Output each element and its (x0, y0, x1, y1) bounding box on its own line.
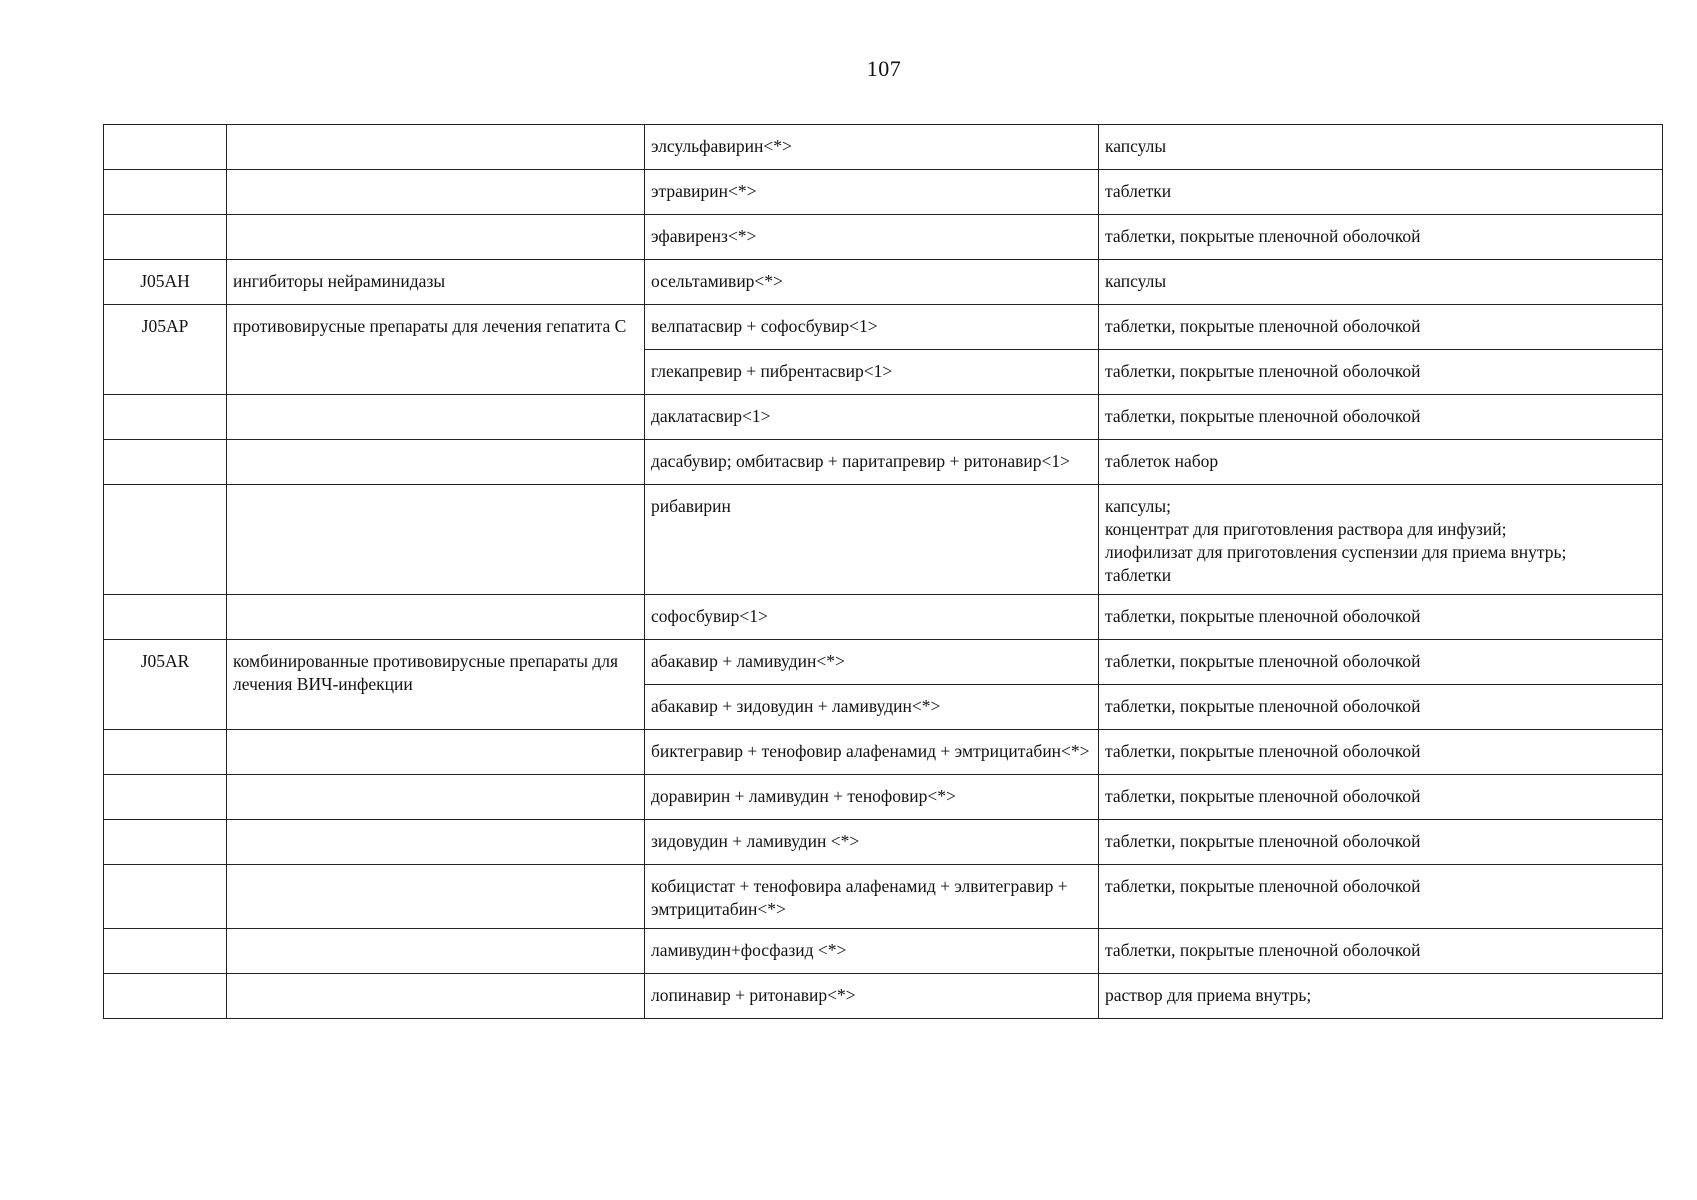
dosage-form-line: концентрат для приготовления раствора для инфузий; (1105, 519, 1507, 539)
drug-group-cell: ингибиторы нейраминидазы (227, 260, 645, 305)
drug-group-cell (227, 974, 645, 1019)
dosage-form-line: таблетки, покрытые пленочной оболочкой (1105, 786, 1421, 806)
atc-code-cell (104, 395, 227, 440)
table-row (104, 485, 1663, 595)
dosage-form-line: таблетки, покрытые пленочной оболочкой (1105, 741, 1421, 761)
atc-code-cell (104, 170, 227, 215)
atc-code-cell (104, 929, 227, 974)
drug-group-cell (227, 395, 645, 440)
dosage-form-cell (1099, 215, 1663, 260)
drug-name-cell: кобицистат + тенофовира алафенамид + элвитегравир + эмтрицитабин<*> (645, 865, 1099, 929)
table-row (104, 775, 1663, 820)
atc-code-cell (104, 125, 227, 170)
dosage-form-line: таблетки, покрытые пленочной оболочкой (1105, 831, 1421, 851)
atc-code-cell (104, 730, 227, 775)
table-row (104, 395, 1663, 440)
drug-group-cell (227, 865, 645, 929)
table-row (104, 170, 1663, 215)
dosage-form-line: раствор для приема внутрь; (1105, 985, 1312, 1005)
drug-group-cell (227, 485, 645, 595)
atc-code-cell (104, 775, 227, 820)
drug-name-cell: ламивудин+фосфазид <*> (645, 929, 1099, 974)
dosage-form-cell (1099, 820, 1663, 865)
drug-group-cell (227, 440, 645, 485)
drug-name-cell: велпатасвир + софосбувир<1> (645, 305, 1099, 350)
dosage-form-line: капсулы; (1105, 496, 1172, 516)
dosage-form-cell (1099, 395, 1663, 440)
dosage-form-line: таблетки, покрытые пленочной оболочкой (1105, 316, 1421, 336)
dosage-form-line: таблетки (1105, 565, 1172, 585)
table-row (104, 595, 1663, 640)
drug-name-cell: зидовудин + ламивудин <*> (645, 820, 1099, 865)
drug-group-cell (227, 929, 645, 974)
drug-group-cell: противовирусные препараты для лечения гепатита С (227, 305, 645, 395)
table-row (104, 305, 1663, 350)
drug-name-cell: осельтамивир<*> (645, 260, 1099, 305)
atc-code-cell (104, 595, 227, 640)
drug-group-cell (227, 215, 645, 260)
dosage-form-line: лиофилизат для приготовления суспензии для приема внутрь; (1105, 542, 1567, 562)
dosage-form-line: таблетки, покрытые пленочной оболочкой (1105, 361, 1421, 381)
atc-code-cell (104, 865, 227, 929)
dosage-form-cell (1099, 305, 1663, 350)
table-row (104, 730, 1663, 775)
dosage-form-cell (1099, 775, 1663, 820)
atc-code-cell (104, 215, 227, 260)
table-row (104, 820, 1663, 865)
drug-name-cell: абакавир + ламивудин<*> (645, 640, 1099, 685)
drug-group-cell (227, 730, 645, 775)
drug-group-cell (227, 775, 645, 820)
atc-code-cell: J05AP (104, 305, 227, 395)
dosage-form-cell (1099, 440, 1663, 485)
drug-name-cell: биктегравир + тенофовир алафенамид + эмтрицитабин<*> (645, 730, 1099, 775)
dosage-form-cell (1099, 974, 1663, 1019)
drug-group-cell: комбинированные противовирусные препараты для лечения ВИЧ-инфекции (227, 640, 645, 730)
table-row (104, 974, 1663, 1019)
drug-table (103, 124, 1663, 1019)
dosage-form-line: таблетки, покрытые пленочной оболочкой (1105, 651, 1421, 671)
table-row (104, 640, 1663, 685)
atc-code-cell (104, 820, 227, 865)
drug-group-cell (227, 170, 645, 215)
dosage-form-cell (1099, 865, 1663, 929)
drug-name-cell: глекапревир + пибрентасвир<1> (645, 350, 1099, 395)
drug-name-cell: даклатасвир<1> (645, 395, 1099, 440)
dosage-form-cell (1099, 685, 1663, 730)
table-row (104, 929, 1663, 974)
page-number: 107 (866, 56, 902, 81)
dosage-form-line: таблетки, покрытые пленочной оболочкой (1105, 606, 1421, 626)
dosage-form-cell (1099, 170, 1663, 215)
drug-group-cell (227, 595, 645, 640)
drug-group-cell (227, 820, 645, 865)
dosage-form-cell (1099, 595, 1663, 640)
drug-name-cell: софосбувир<1> (645, 595, 1099, 640)
dosage-form-cell (1099, 929, 1663, 974)
dosage-form-line: таблетки (1105, 181, 1172, 201)
table-row (104, 865, 1663, 929)
dosage-form-cell (1099, 260, 1663, 305)
drug-name-cell: элсульфавирин<*> (645, 125, 1099, 170)
dosage-form-line: таблетки, покрытые пленочной оболочкой (1105, 940, 1421, 960)
dosage-form-cell (1099, 485, 1663, 595)
dosage-form-cell (1099, 350, 1663, 395)
dosage-form-line: капсулы (1105, 136, 1167, 156)
table-row (104, 215, 1663, 260)
atc-code-cell: J05AH (104, 260, 227, 305)
drug-name-cell: этравирин<*> (645, 170, 1099, 215)
table-row (104, 440, 1663, 485)
dosage-form-cell (1099, 730, 1663, 775)
dosage-form-line: таблетки, покрытые пленочной оболочкой (1105, 696, 1421, 716)
drug-name-cell: абакавир + зидовудин + ламивудин<*> (645, 685, 1099, 730)
drug-name-cell: дасабувир; омбитасвир + паритапревир + ритонавир<1> (645, 440, 1099, 485)
dosage-form-line: таблеток набор (1105, 451, 1219, 471)
dosage-form-line: таблетки, покрытые пленочной оболочкой (1105, 226, 1421, 246)
atc-code-cell (104, 440, 227, 485)
atc-code-cell (104, 485, 227, 595)
drug-group-cell (227, 125, 645, 170)
drug-name-cell: доравирин + ламивудин + тенофовир<*> (645, 775, 1099, 820)
dosage-form-line: таблетки, покрытые пленочной оболочкой (1105, 876, 1421, 896)
atc-code-cell (104, 974, 227, 1019)
dosage-form-cell (1099, 640, 1663, 685)
table-row (104, 260, 1663, 305)
drug-name-cell: эфавиренз<*> (645, 215, 1099, 260)
dosage-form-cell (1099, 125, 1663, 170)
drug-name-cell: лопинавир + ритонавир<*> (645, 974, 1099, 1019)
dosage-form-line: капсулы (1105, 271, 1167, 291)
drug-name-cell: рибавирин (645, 485, 1099, 595)
atc-code-cell: J05AR (104, 640, 227, 730)
table-body (104, 125, 1663, 1019)
dosage-form-line: таблетки, покрытые пленочной оболочкой (1105, 406, 1421, 426)
table-row (104, 125, 1663, 170)
